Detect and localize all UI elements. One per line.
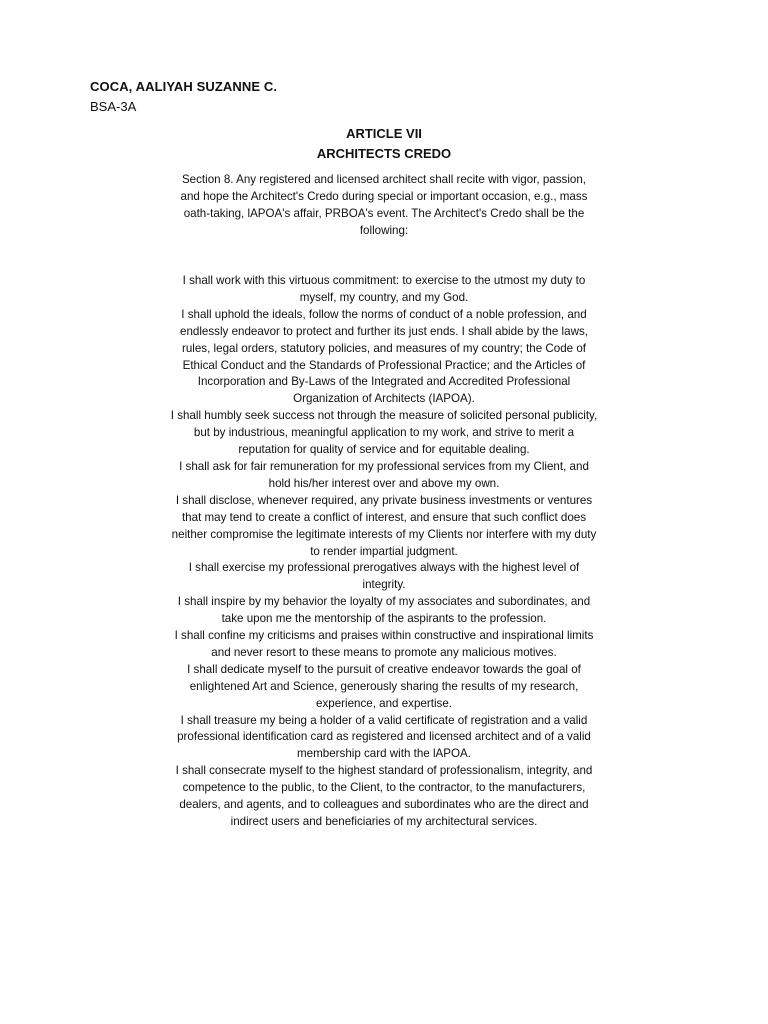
credo-item: I shall humbly seek success not through the measure of solicited personal publicity, but by industrious, meaningful application to my work, and strive to merit a reputation for quality of service and for equitable dealing. bbox=[170, 409, 598, 457]
credo-item: I shall treasure my being a holder of a valid certificate of registration and a valid professional identification card as registered and licensed architect and of a valid membership card with the lAPOA. bbox=[177, 713, 591, 761]
author-section: BSA-3A bbox=[90, 99, 137, 114]
article-title: ARTICLE VII bbox=[346, 126, 422, 141]
credo-text bbox=[170, 273, 598, 831]
credo-item: I shall exercise my professional prerogatives always with the highest level of integrity. bbox=[188, 561, 580, 592]
credo-item: I shall ask for fair remuneration for my professional services from my Client, and hold his/her interest over and above my own. bbox=[179, 459, 589, 490]
author-name: COCA, AALIYAH SUZANNE C. bbox=[90, 79, 278, 94]
credo-item: I shall confine my criticisms and praises within constructive and inspirational limits and never resort to these means to promote any malicious motives. bbox=[174, 629, 594, 659]
credo-item: I shall uphold the ideals, follow the norms of conduct of a noble profession, and endlessly endeavor to protect and further its just ends. I shall abide by the laws, rules, legal orders, statutory policies, and measures of my country; the Code of Ethical Conduct and the Standards of Professional Practice; and the Articles of Incorporation and By-Laws of the Integrated and Accredited Professional Organization of Architects (IAPOA). bbox=[180, 307, 588, 406]
article-intro-paragraph: Section 8. Any registered and licensed architect shall recite with vigor, passion, and hope the Architect's Credo during special or important occasion, e.g., mass oath-taking, lAPOA's affair, PRBOA's event. The Architect's Credo shall be the following: bbox=[180, 173, 588, 237]
credo-item: I shall consecrate myself to the highest standard of professionalism, integrity, and competence to the public, to the Client, to the contractor, to the manufacturers, dealers, and agents, and to colleagues and subordinates who are the direct and indirect users and beneficiaries of my architectural services. bbox=[175, 764, 593, 828]
credo-item: I shall disclose, whenever required, any private business investments or ventures that may tend to create a conflict of interest, and ensure that such conflict does neither compromise the legitimate interests of my Clients nor interfere with my duty to render impartial judgment. bbox=[171, 493, 597, 558]
article-subtitle: ARCHITECTS CREDO bbox=[316, 146, 452, 161]
credo-item: I shall dedicate myself to the pursuit of creative endeavor towards the goal of enlightened Art and Science, generously sharing the results of my research, experience, and expertise. bbox=[187, 662, 581, 710]
credo-item: I shall inspire by my behavior the loyalty of my associates and subordinates, and take upon me the mentorship of the aspirants to the profession. bbox=[177, 595, 591, 626]
credo-item: I shall work with this virtuous commitment: to exercise to the utmost my duty to myself, my country, and my God. bbox=[182, 274, 586, 304]
